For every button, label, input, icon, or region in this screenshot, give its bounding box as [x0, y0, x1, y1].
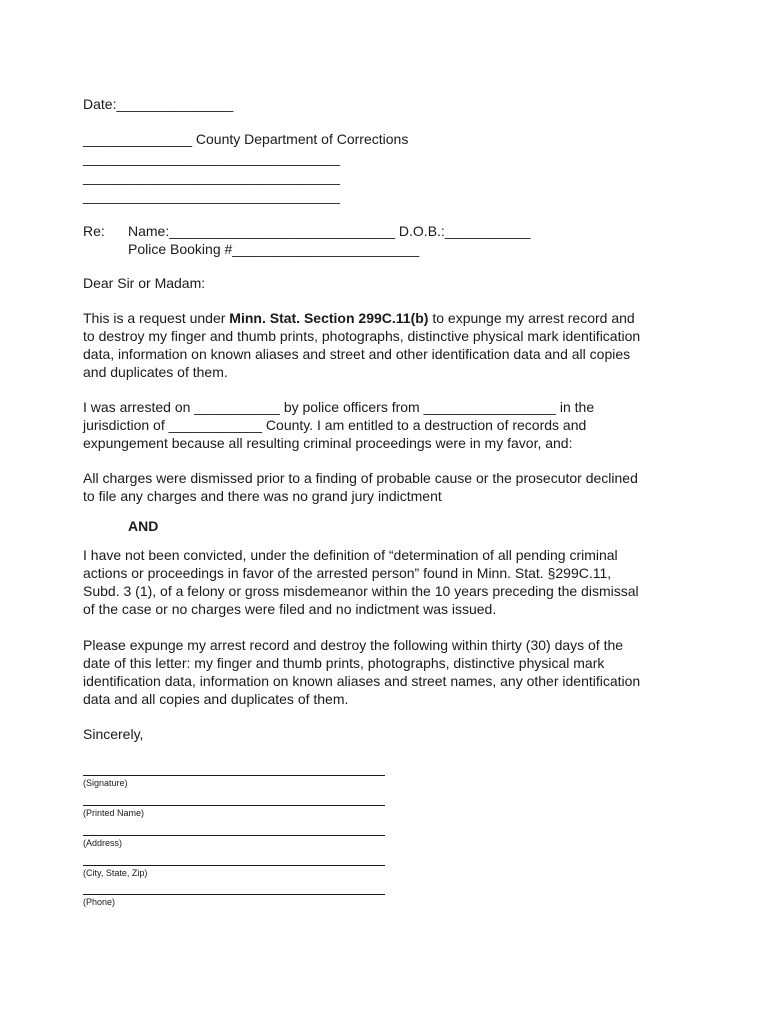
signature-line	[83, 775, 385, 776]
request-suffix: to expunge my arrest record and to destroy my finger and thumb prints, photographs, distinctive physical mark identification data, information on known aliases and street and other identification data and all copies and duplicates of them.	[83, 310, 641, 380]
and-label: AND	[128, 518, 159, 534]
name-dob-line: Name:_____________________________ D.O.B.:___________	[128, 223, 531, 239]
charges-paragraph: All charges were dismissed prior to a finding of probable cause or the prosecutor declined to file any charges and there was no grand jury indictment	[83, 470, 638, 504]
address-blank-line-1: _________________________________	[83, 150, 340, 166]
re-label: Re:	[83, 223, 105, 239]
expunge-request-paragraph: Please expunge my arrest record and destroy the following within thirty (30) days of the date of this letter: my finger and thumb prints, photographs, distinctive physical mark identification data, information on known aliases and street names, any other identification data and all copies and duplicates of them.	[83, 637, 641, 707]
request-prefix: This is a request under	[83, 310, 230, 326]
arrest-paragraph: I was arrested on ___________ by police officers from _________________ in the jurisdiction of ____________ County. I am entitled to a destruction of records and expungement because all resulting criminal proceedings were in my favor, and:	[83, 399, 595, 451]
phone-label: (Phone)	[83, 897, 116, 907]
address-blank-line-2: _________________________________	[83, 169, 340, 185]
request-paragraph	[83, 309, 693, 381]
date-line: Date:_______________	[83, 96, 234, 112]
statute-reference: Minn. Stat. Section 299C.11(b)	[229, 310, 429, 326]
printed-name-label: (Printed Name)	[83, 808, 145, 818]
phone-line	[83, 894, 385, 895]
address-label: (Address)	[83, 838, 123, 848]
conviction-paragraph: I have not been convicted, under the definition of “determination of all pending criminal actions or proceedings in favor of the arrested person” found in Minn. Stat. §299C.11, Subd. 3 (1), of a felony or gross misdemeanor within the 10 years preceding the dismissal of the case or no charges were filed and no indictment was issued.	[83, 547, 639, 617]
city-state-zip-line	[83, 865, 385, 866]
signature-label: (Signature)	[83, 778, 128, 788]
address-line	[83, 835, 385, 836]
address-blank-line-3: _________________________________	[83, 188, 340, 204]
county-department-line: ______________ County Department of Corrections	[83, 131, 409, 147]
salutation: Dear Sir or Madam:	[83, 275, 206, 291]
police-booking-line: Police Booking #________________________	[128, 241, 420, 257]
city-state-zip-label: (City, State, Zip)	[83, 868, 148, 878]
printed-name-line	[83, 805, 385, 806]
closing: Sincerely,	[83, 726, 144, 742]
